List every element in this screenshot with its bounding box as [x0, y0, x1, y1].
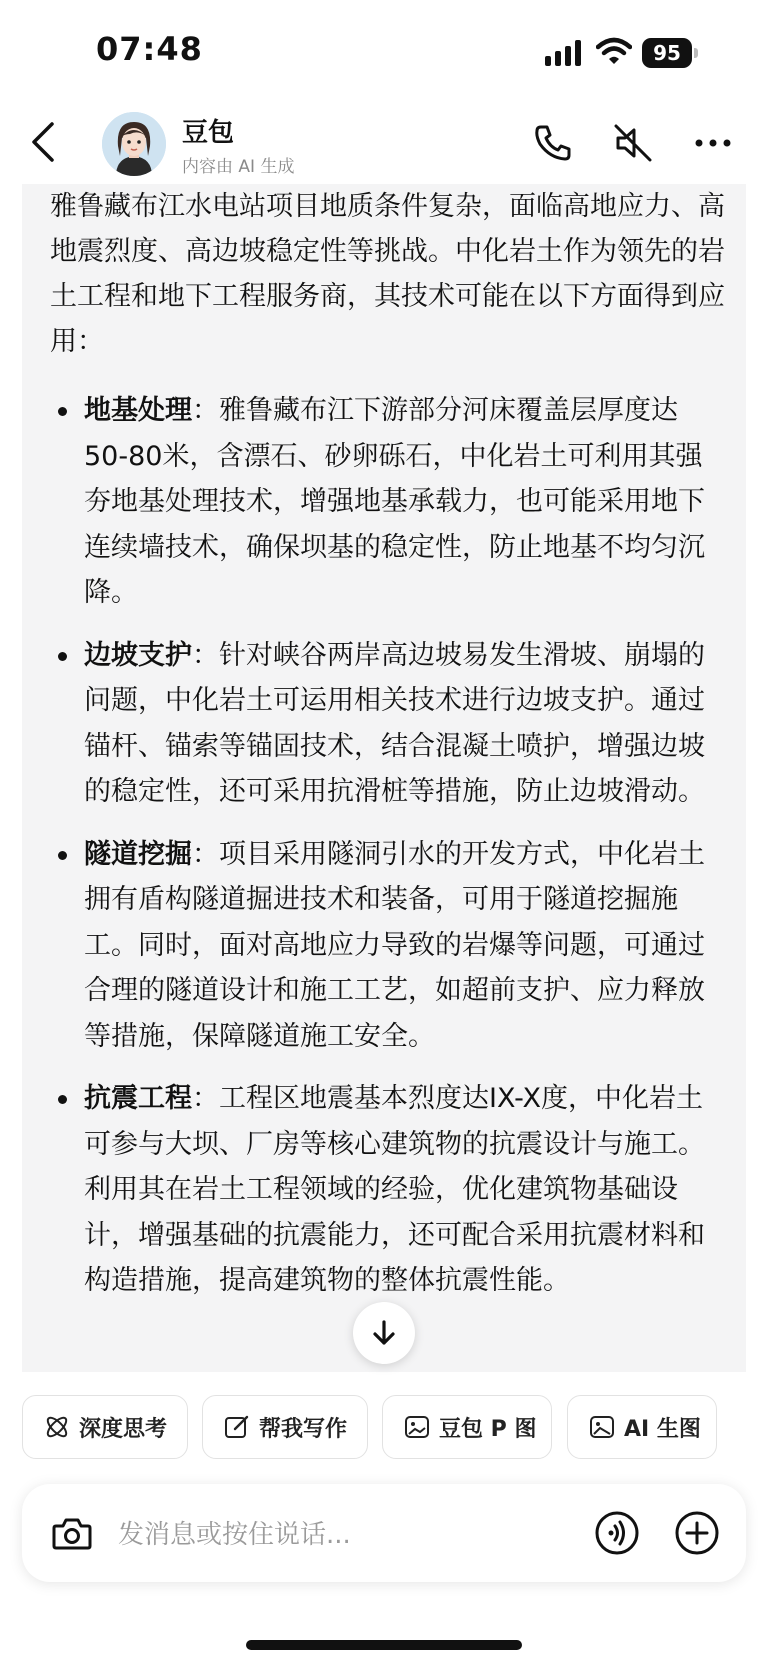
image-icon [588, 1413, 616, 1441]
help-write-chip[interactable] [202, 1395, 368, 1459]
bullet-dot [58, 407, 67, 416]
message-bubble [22, 184, 746, 1372]
ai-disclaimer: 内容由 AI 生成 [182, 157, 295, 177]
chip-label: 豆包 P 图 [439, 1416, 537, 1442]
back-arrow-icon[interactable] [24, 118, 64, 166]
bullet-dot [58, 1095, 67, 1104]
phone-call-icon[interactable] [532, 122, 574, 164]
item-text: ：项目采用隧洞引水的开发方式，中化岩土拥有盾构隧道掘进技术和装备，可用于隧道挖掘施工。同时，面对高地应力导致的岩爆等问题，可通过合理的隧道设计和施工工艺，如超前支护、应力释放等措施，保障隧道施工安全。 [84, 838, 705, 1052]
scroll-to-bottom-button[interactable] [353, 1302, 415, 1364]
speaker-muted-icon[interactable] [612, 122, 654, 164]
list-item [22, 388, 746, 616]
avatar-illustration [102, 112, 166, 176]
camera-icon[interactable] [50, 1512, 94, 1556]
message-input-bar [22, 1484, 746, 1582]
battery-tip [694, 48, 698, 58]
ai-image-chip[interactable] [567, 1395, 717, 1459]
bot-name: 豆包 [182, 118, 235, 148]
list-item [22, 633, 746, 815]
battery-indicator [642, 38, 700, 68]
item-text: ：工程区地震基本烈度达IX-X度，中化岩土可参与大坝、厂房等核心建筑物的抗震设计与施工。利用其在岩土工程领域的经验，优化建筑物基础设计，增强基础的抗震能力，还可配合采用抗震材料和构造措施，提高建筑物的整体抗震性能。 [84, 1083, 705, 1296]
bullet-dot [58, 851, 67, 860]
more-options-icon[interactable] [692, 122, 734, 164]
item-title: 抗震工程 [84, 1083, 192, 1114]
arrow-down-icon [369, 1318, 399, 1348]
list-item [22, 832, 746, 1060]
avatar[interactable] [102, 112, 166, 176]
cellular-signal-icon [545, 40, 583, 66]
message-input[interactable]: 发消息或按住说话... [118, 1520, 351, 1550]
voice-call-icon[interactable] [594, 1510, 640, 1556]
quick-actions [22, 1395, 768, 1461]
message-bullet-list [22, 388, 746, 1321]
edit-icon [223, 1413, 251, 1441]
status-bar [0, 0, 768, 100]
wifi-icon [596, 36, 632, 66]
chip-label: 深度思考 [79, 1416, 168, 1442]
chip-label: AI 生图 [624, 1416, 701, 1442]
chat-header [0, 100, 768, 184]
atom-icon [43, 1413, 71, 1441]
chip-label: 帮我写作 [259, 1416, 348, 1442]
plus-icon[interactable] [674, 1510, 720, 1556]
item-title: 地基处理 [84, 395, 192, 426]
item-text: ：雅鲁藏布江下游部分河床覆盖层厚度达50-80米，含漂石、砂卵砾石，中化岩土可利用其强夯地基处理技术，增强地基承载力，也可能采用地下连续墙技术，确保坝基的稳定性，防止地基不均匀沉降。 [84, 395, 705, 608]
photo-edit-chip[interactable] [382, 1395, 552, 1459]
clock: 07:48 [96, 30, 203, 68]
image-edit-icon [403, 1413, 431, 1441]
item-title: 边坡支护 [84, 639, 192, 671]
item-title: 隧道挖掘 [84, 838, 192, 870]
battery-level: 95 [642, 38, 692, 68]
item-text: ：针对峡谷两岸高边坡易发生滑坡、崩塌的问题，中化岩土可运用相关技术进行边坡支护。通过锚杆、锚索等锚固技术，结合混凝土喷护，增强边坡的稳定性，还可采用抗滑桩等措施，防止边坡滑动。 [84, 639, 705, 807]
list-item [22, 1076, 746, 1304]
bullet-dot [58, 652, 67, 661]
message-intro: 雅鲁藏布江水电站项目地质条件复杂，面临高地应力、高地震烈度、高边坡稳定性等挑战。中化岩土作为领先的岩土工程和地下工程服务商，其技术可能在以下方面得到应用： [50, 191, 725, 357]
deep-think-chip[interactable] [22, 1395, 188, 1459]
home-indicator [246, 1640, 522, 1650]
